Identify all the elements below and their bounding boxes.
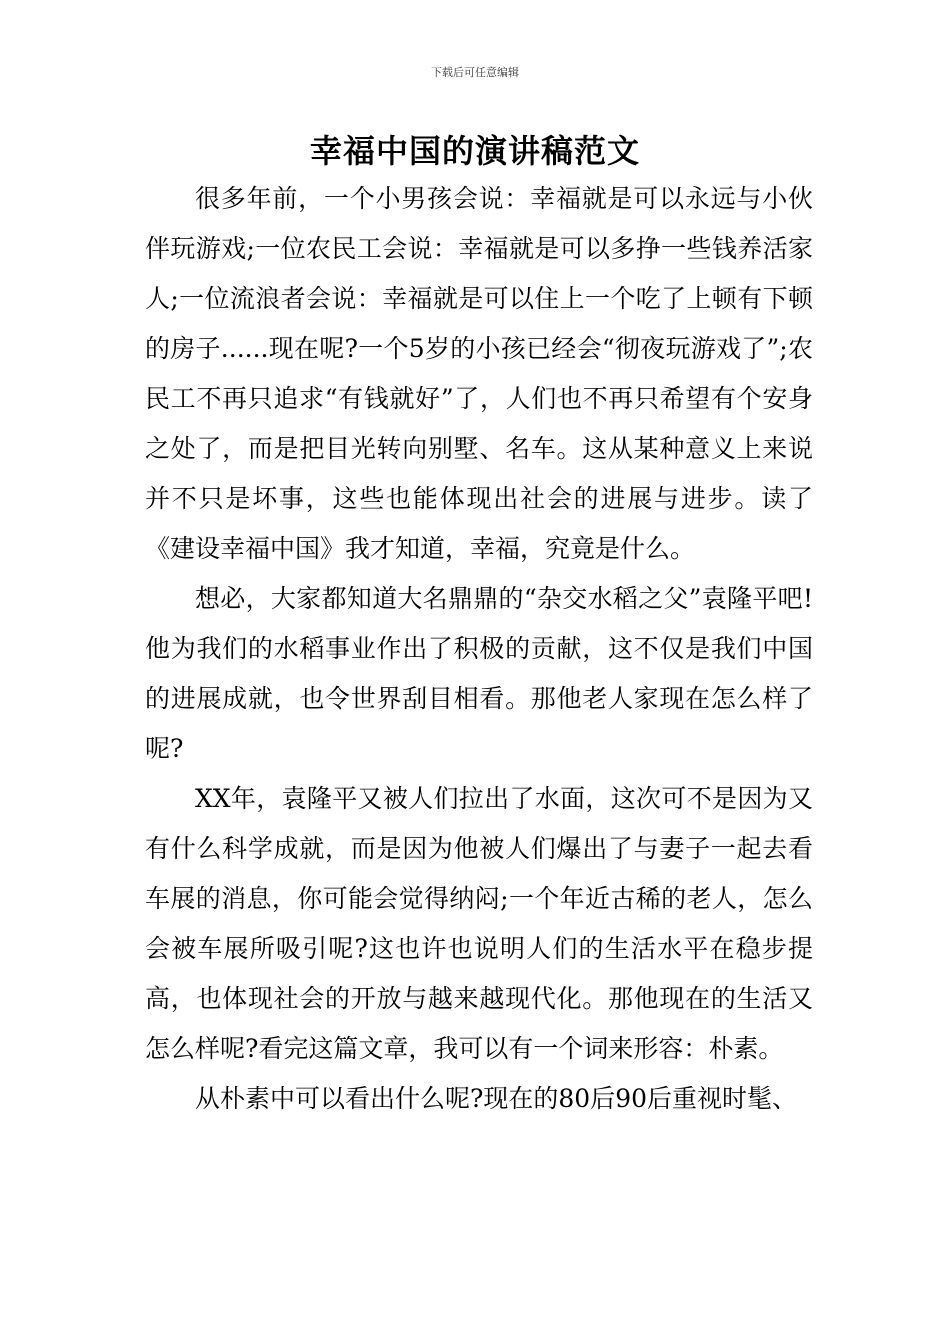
paragraph-4: 从朴素中可以看出什么呢?现在的80后90后重视时髦、 bbox=[195, 1084, 798, 1113]
paragraph-3: XX年，袁隆平又被人们拉出了水面，这次可不是因为又有什么科学成就，而是因为他被人们爆出了与妻子一起去看车展的消息，你可能会觉得纳闷;一个年近古稀的老人，怎么会被车展所吸引呢?这也许也说明人们的生活水平在稳步提高，也体现社会的开放与越来越现代化。那他现在的生活又怎么样呢?看完这篇文章，我可以有一个词来形容：朴素。 bbox=[145, 784, 813, 1063]
document-body bbox=[145, 174, 813, 1124]
paragraph-1: 很多年前，一个小男孩会说：幸福就是可以永远与小伙伴玩游戏;一位农民工会说：幸福就是可以多挣一些钱养活家人;一位流浪者会说：幸福就是可以住上一个吃了上顿有下顿的房子......现在呢?一个5岁的小孩已经会“彻夜玩游戏了”;农民工不再只追求“有钱就好”了，人们也不再只希望有个安身之处了，而是把目光转向别墅、名车。这从某种意义上来说并不只是坏事，这些也能体现出社会的进展与进步。读了《建设幸福中国》我才知道，幸福，究竟是什么。 bbox=[145, 184, 813, 563]
paragraph-2: 想必，大家都知道大名鼎鼎的“杂交水稻之父”袁隆平吧!他为我们的水稻事业作出了积极的贡献，这不仅是我们中国的进展成就，也令世界刮目相看。那他老人家现在怎么样了呢? bbox=[145, 584, 813, 763]
document-title: 幸福中国的演讲稿范文 bbox=[309, 132, 640, 170]
header-note: 下载后可任意编辑 bbox=[431, 66, 519, 79]
